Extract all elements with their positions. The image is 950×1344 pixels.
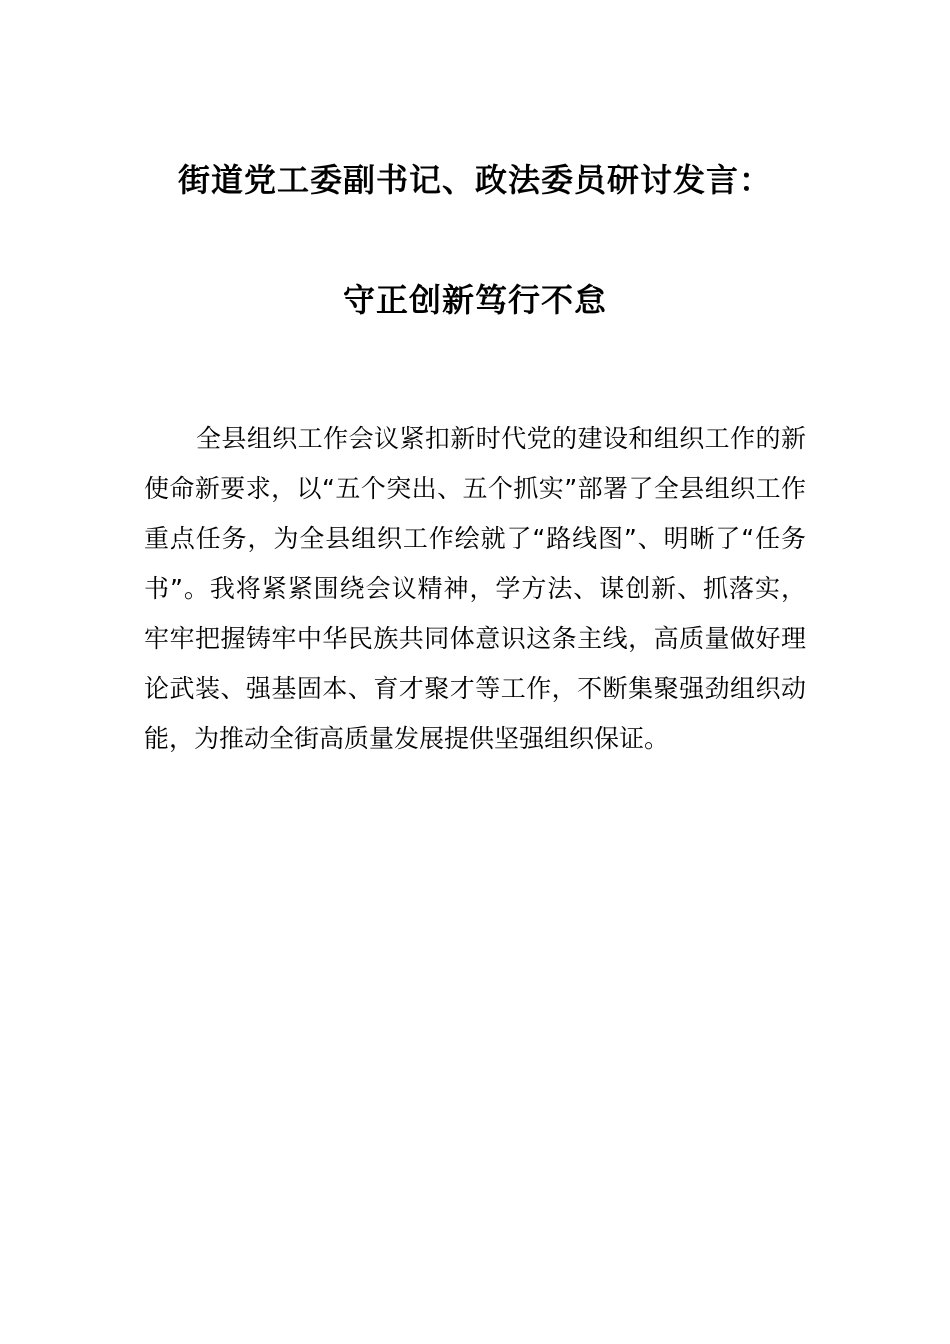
document-title-line-1: 街道党工委副书记、政法委员研讨发言：	[177, 161, 772, 199]
body-paragraph: 全县组织工作会议紧扣新时代党的建设和组织工作的新使命新要求，以“五个突出、五个抓实”部署了全县组织工作重点任务，为全县组织工作绘就了“路线图”、明晰了“任务书”。我将紧紧围绕会议精神，学方法、谋创新、抓落实，牢牢把握铸牢中华民族共同体意识这条主线，高质量做好理论武装、强基固本、育才聚才等工作，不断集聚强劲组织动能，为推动全街高质量发展提供坚强组织保证。	[144, 424, 806, 753]
document-title-line-2: 守正创新笃行不怠	[342, 281, 607, 319]
